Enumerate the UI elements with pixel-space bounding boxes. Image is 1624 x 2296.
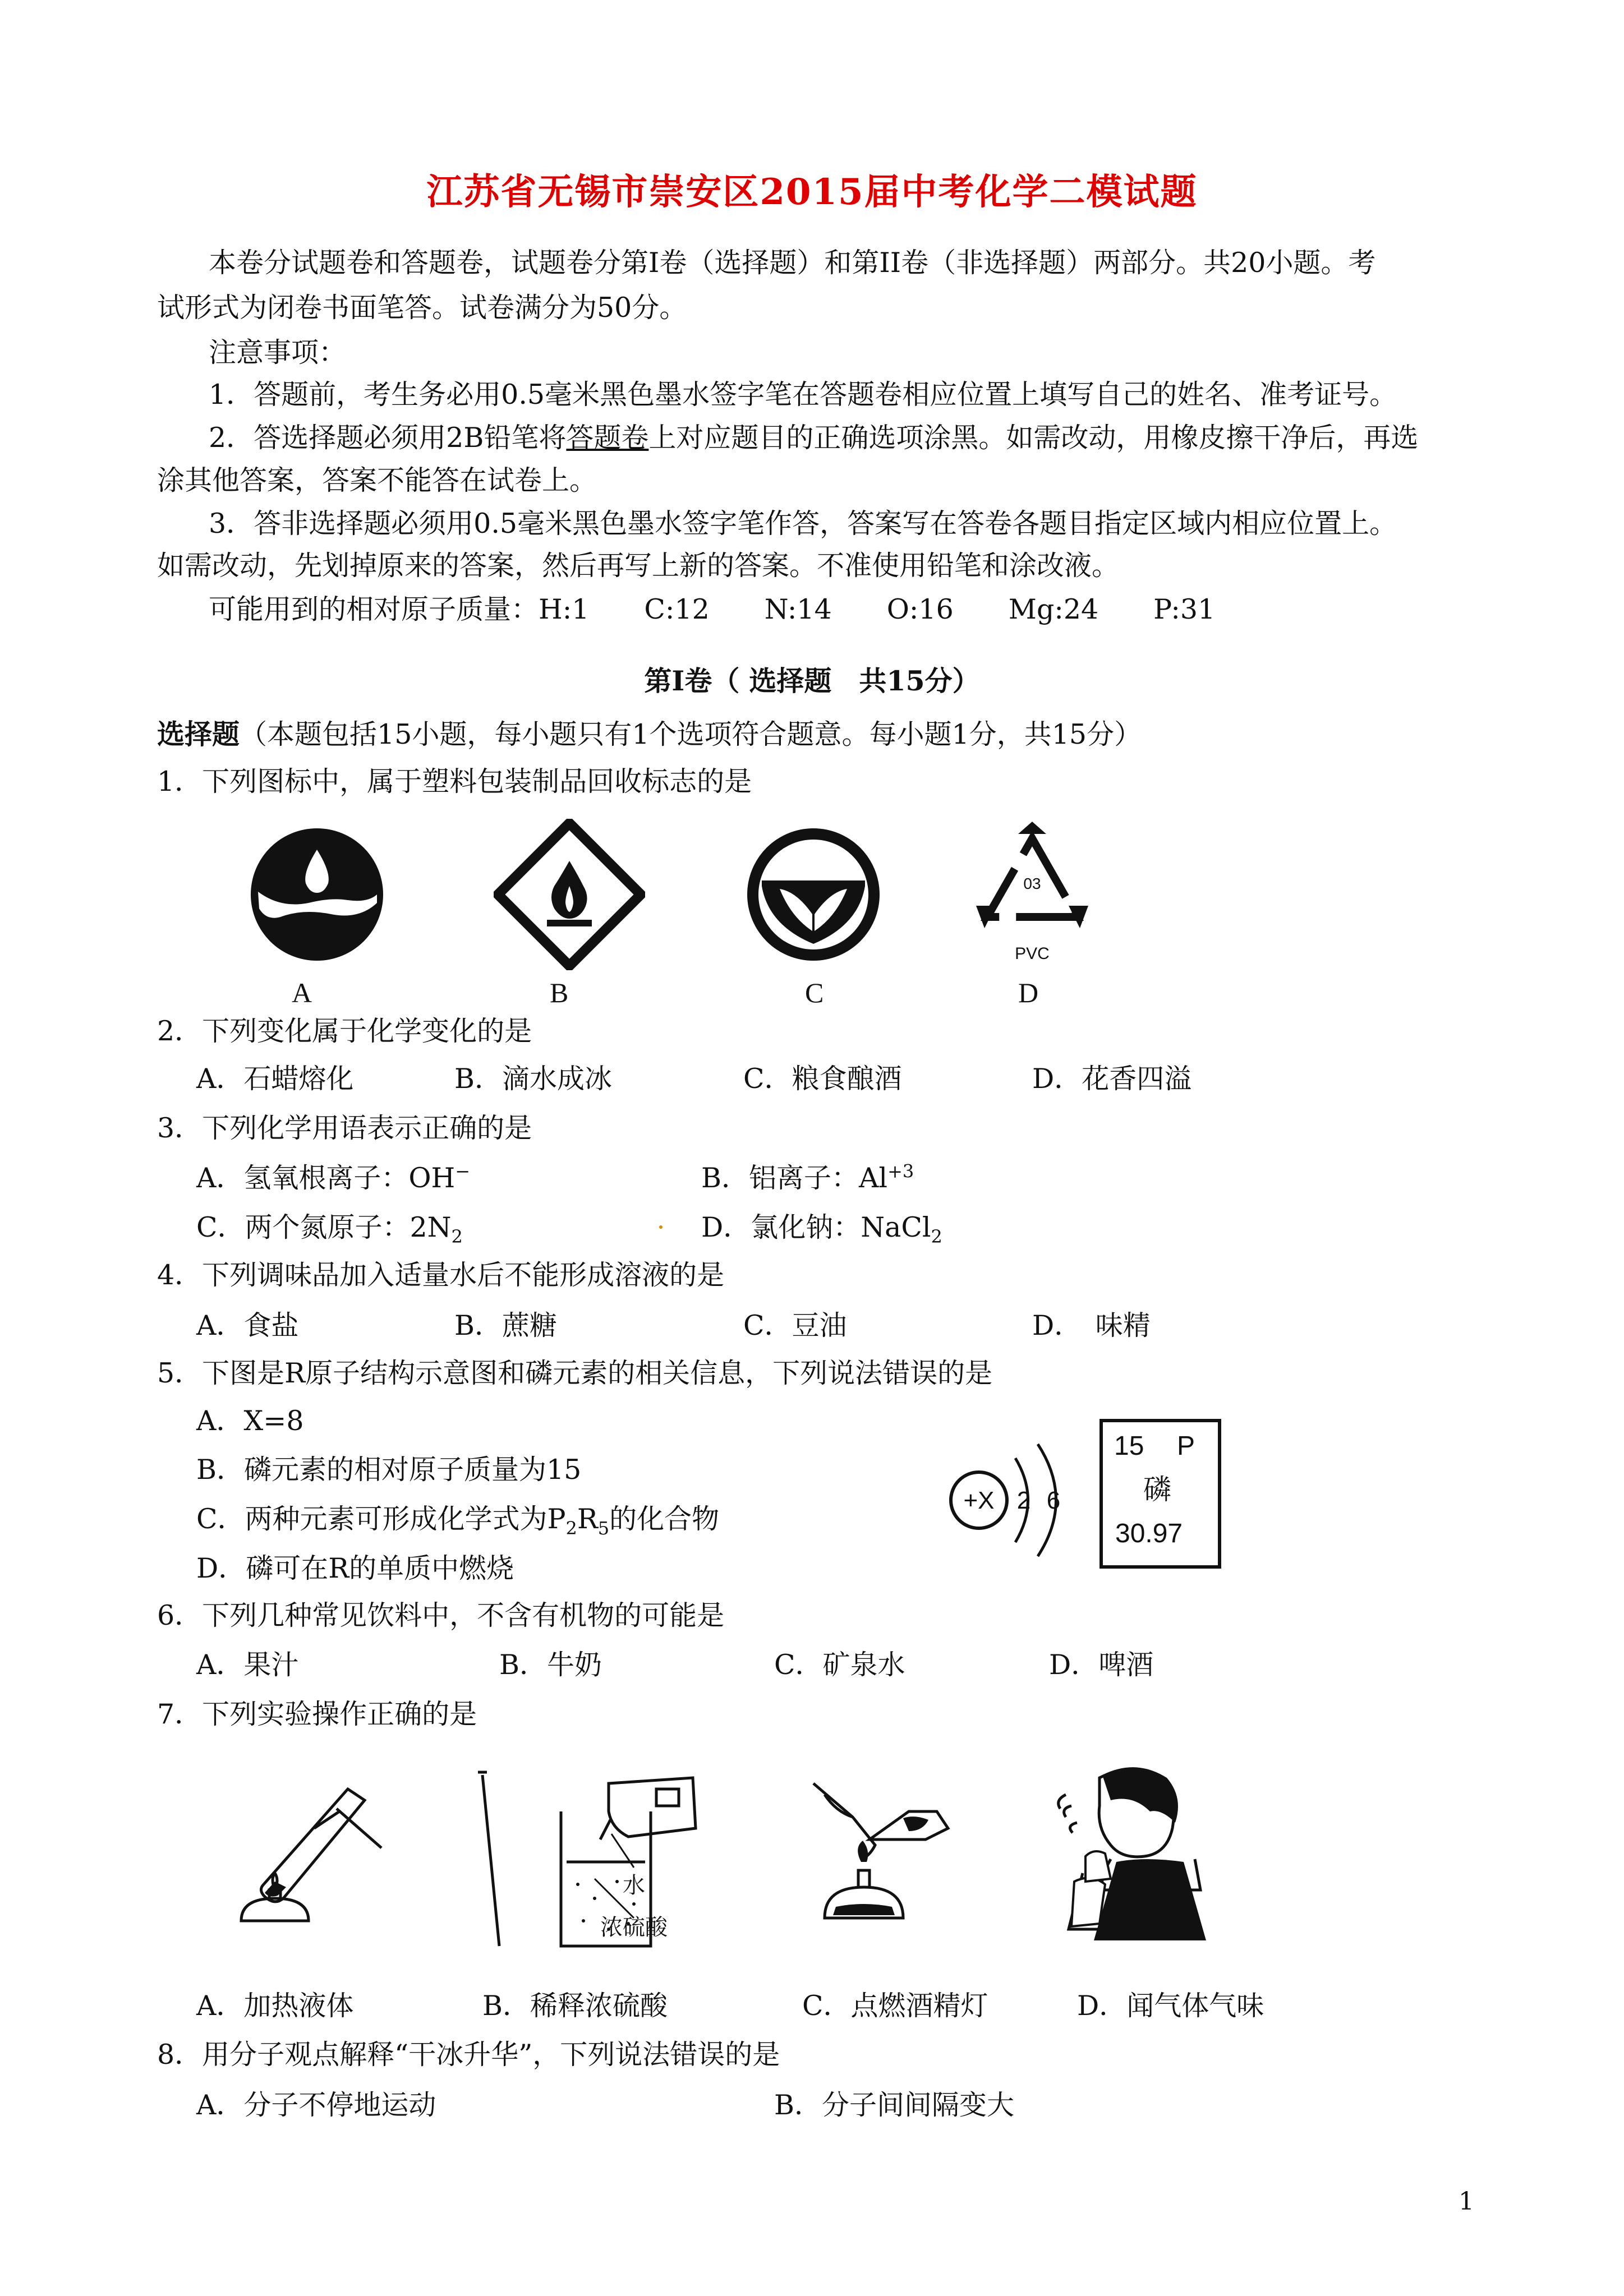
q2-option-d: D．花香四溢: [1032, 1063, 1192, 1095]
q1-label-d: D: [1018, 977, 1039, 1008]
notice-2: 2．答选择题必须用2B铅笔将答题卷上对应题目的正确选项涂黑。如需改动，用橡皮擦干净后，再选: [209, 422, 1419, 454]
intro-line-2: 试形式为闭卷书面笔答。试卷满分为50分。: [157, 292, 687, 324]
shell-2-count: 6: [1046, 1487, 1061, 1514]
notice-3-cont: 如需改动，先划掉原来的答案，然后再写上新的答案。不准使用铅笔和涂改液。: [157, 550, 1120, 582]
water-saving-icon: [247, 824, 387, 965]
q8-option-b: B．分子间间隔变大: [774, 2089, 1015, 2121]
notice-heading: 注意事项：: [209, 336, 347, 368]
choice-heading: 选择题（本题包括15小题，每小题只有1个选项符合题意。每小题1分，共15分）: [157, 718, 1142, 750]
page-title: 江苏省无锡市崇安区2015届中考化学二模试题: [426, 171, 1198, 213]
section-heading: 第Ⅰ卷（ 选择题 共15分）: [644, 665, 980, 697]
q4-option-c: C．豆油: [743, 1310, 847, 1341]
stray-dot: [659, 1225, 663, 1229]
green-food-icon: [740, 822, 886, 967]
q6-option-c: C．矿泉水: [774, 1649, 905, 1681]
q8-stem: 8．用分子观点解释“干冰升华”，下列说法错误的是: [157, 2039, 780, 2071]
q4-option-a: A．食盐: [196, 1310, 299, 1341]
q6-option-d: D．啤酒: [1049, 1649, 1154, 1681]
element-mass: 30.97: [1115, 1519, 1183, 1548]
dilute-acid-illustration: [471, 1767, 707, 1952]
atomic-masses: 可能用到的相对原子质量：H:1 C:12 N:14 O:16 Mg:24 P:31: [209, 593, 1216, 625]
recycle-name: PVC: [1015, 944, 1050, 963]
water-label: 水: [623, 1873, 645, 1898]
q1-stem: 1．下列图标中，属于塑料包装制品回收标志的是: [157, 766, 752, 797]
q8-option-a: A．分子不停地运动: [196, 2089, 436, 2121]
notice-1: 1．答题前，考生务必用0.5毫米黑色墨水签字笔在答题卷相应位置上填写自己的姓名、准考证号。: [209, 379, 1397, 411]
q1-label-c: C: [805, 977, 824, 1008]
q3-option-b: B．铝离子：$Al^{+3}$: [701, 1160, 914, 1194]
q1-label-a: A: [292, 977, 312, 1008]
atom-structure-diagram: [942, 1436, 1077, 1565]
q5-option-d: D．磷可在R的单质中燃烧: [196, 1552, 514, 1584]
q6-stem: 6．下列几种常见饮料中，不含有机物的可能是: [157, 1599, 725, 1631]
q2-option-b: B．滴水成冰: [454, 1063, 613, 1095]
q7-option-c: C．点燃酒精灯: [802, 1990, 988, 2022]
q7-option-a: A．加热液体: [196, 1990, 354, 2022]
q2-option-a: A．石蜡熔化: [196, 1063, 354, 1095]
q6-option-a: A．果汁: [196, 1649, 299, 1681]
q5-option-c: C．两种元素可形成化学式为$P_2R_5$的化合物: [196, 1503, 720, 1539]
q3-option-c: C．两个氮原子：$2N_2$: [196, 1211, 463, 1247]
recycle-pvc-icon: [965, 822, 1099, 967]
shell-1-count: 2: [1016, 1487, 1031, 1514]
notice-3: 3．答非选择题必须用0.5毫米黑色墨水签字笔作答，答案写在答卷各题目指定区域内相应位置上。: [209, 508, 1397, 540]
element-name: 磷: [1143, 1473, 1171, 1506]
q1-label-b: B: [550, 977, 569, 1008]
nucleus-label: +X: [963, 1487, 995, 1514]
heating-liquid-illustration: [230, 1778, 398, 1946]
q7-stem: 7．下列实验操作正确的是: [157, 1698, 477, 1730]
flammable-warning-icon: [494, 819, 645, 970]
q5-option-b: B．磷元素的相对原子质量为15: [196, 1454, 582, 1486]
page-number: 1: [1459, 2187, 1474, 2216]
acid-label: 浓硫酸: [600, 1915, 668, 1940]
q3-option-a: A．氢氧根离子：OH−: [196, 1160, 471, 1194]
element-number: 15: [1114, 1431, 1144, 1461]
q7-option-b: B．稀释浓硫酸: [482, 1990, 668, 2022]
notice-2-cont: 涂其他答案，答案不能答在试卷上。: [157, 464, 597, 496]
q4-option-d: D． 味精: [1032, 1310, 1151, 1341]
q3-option-d: D．氯化钠：NaCl$_2$: [701, 1211, 942, 1247]
recycle-code: 03: [1023, 875, 1041, 892]
intro-line-1: 本卷分试题卷和答题卷，试题卷分第Ⅰ卷（选择题）和第II卷（非选择题）两部分。共20小题。考: [209, 247, 1376, 279]
q2-option-c: C．粮食酿酒: [743, 1063, 902, 1095]
element-symbol: P: [1177, 1431, 1195, 1461]
q6-option-b: B．牛奶: [499, 1649, 602, 1681]
element-card-phosphorus: [1099, 1419, 1221, 1569]
lighting-lamp-illustration: [802, 1778, 959, 1946]
smelling-gas-illustration: [1032, 1761, 1229, 1946]
q4-option-b: B．蔗糖: [454, 1310, 558, 1341]
q2-stem: 2．下列变化属于化学变化的是: [157, 1015, 532, 1047]
q5-option-a: A．X=8: [196, 1405, 304, 1437]
q4-stem: 4．下列调味品加入适量水后不能形成溶液的是: [157, 1259, 725, 1291]
q3-stem: 3．下列化学用语表示正确的是: [157, 1112, 532, 1144]
q5-stem: 5．下图是R原子结构示意图和磷元素的相关信息，下列说法错误的是: [157, 1357, 993, 1389]
q7-option-d: D．闻气体气味: [1077, 1990, 1264, 2022]
